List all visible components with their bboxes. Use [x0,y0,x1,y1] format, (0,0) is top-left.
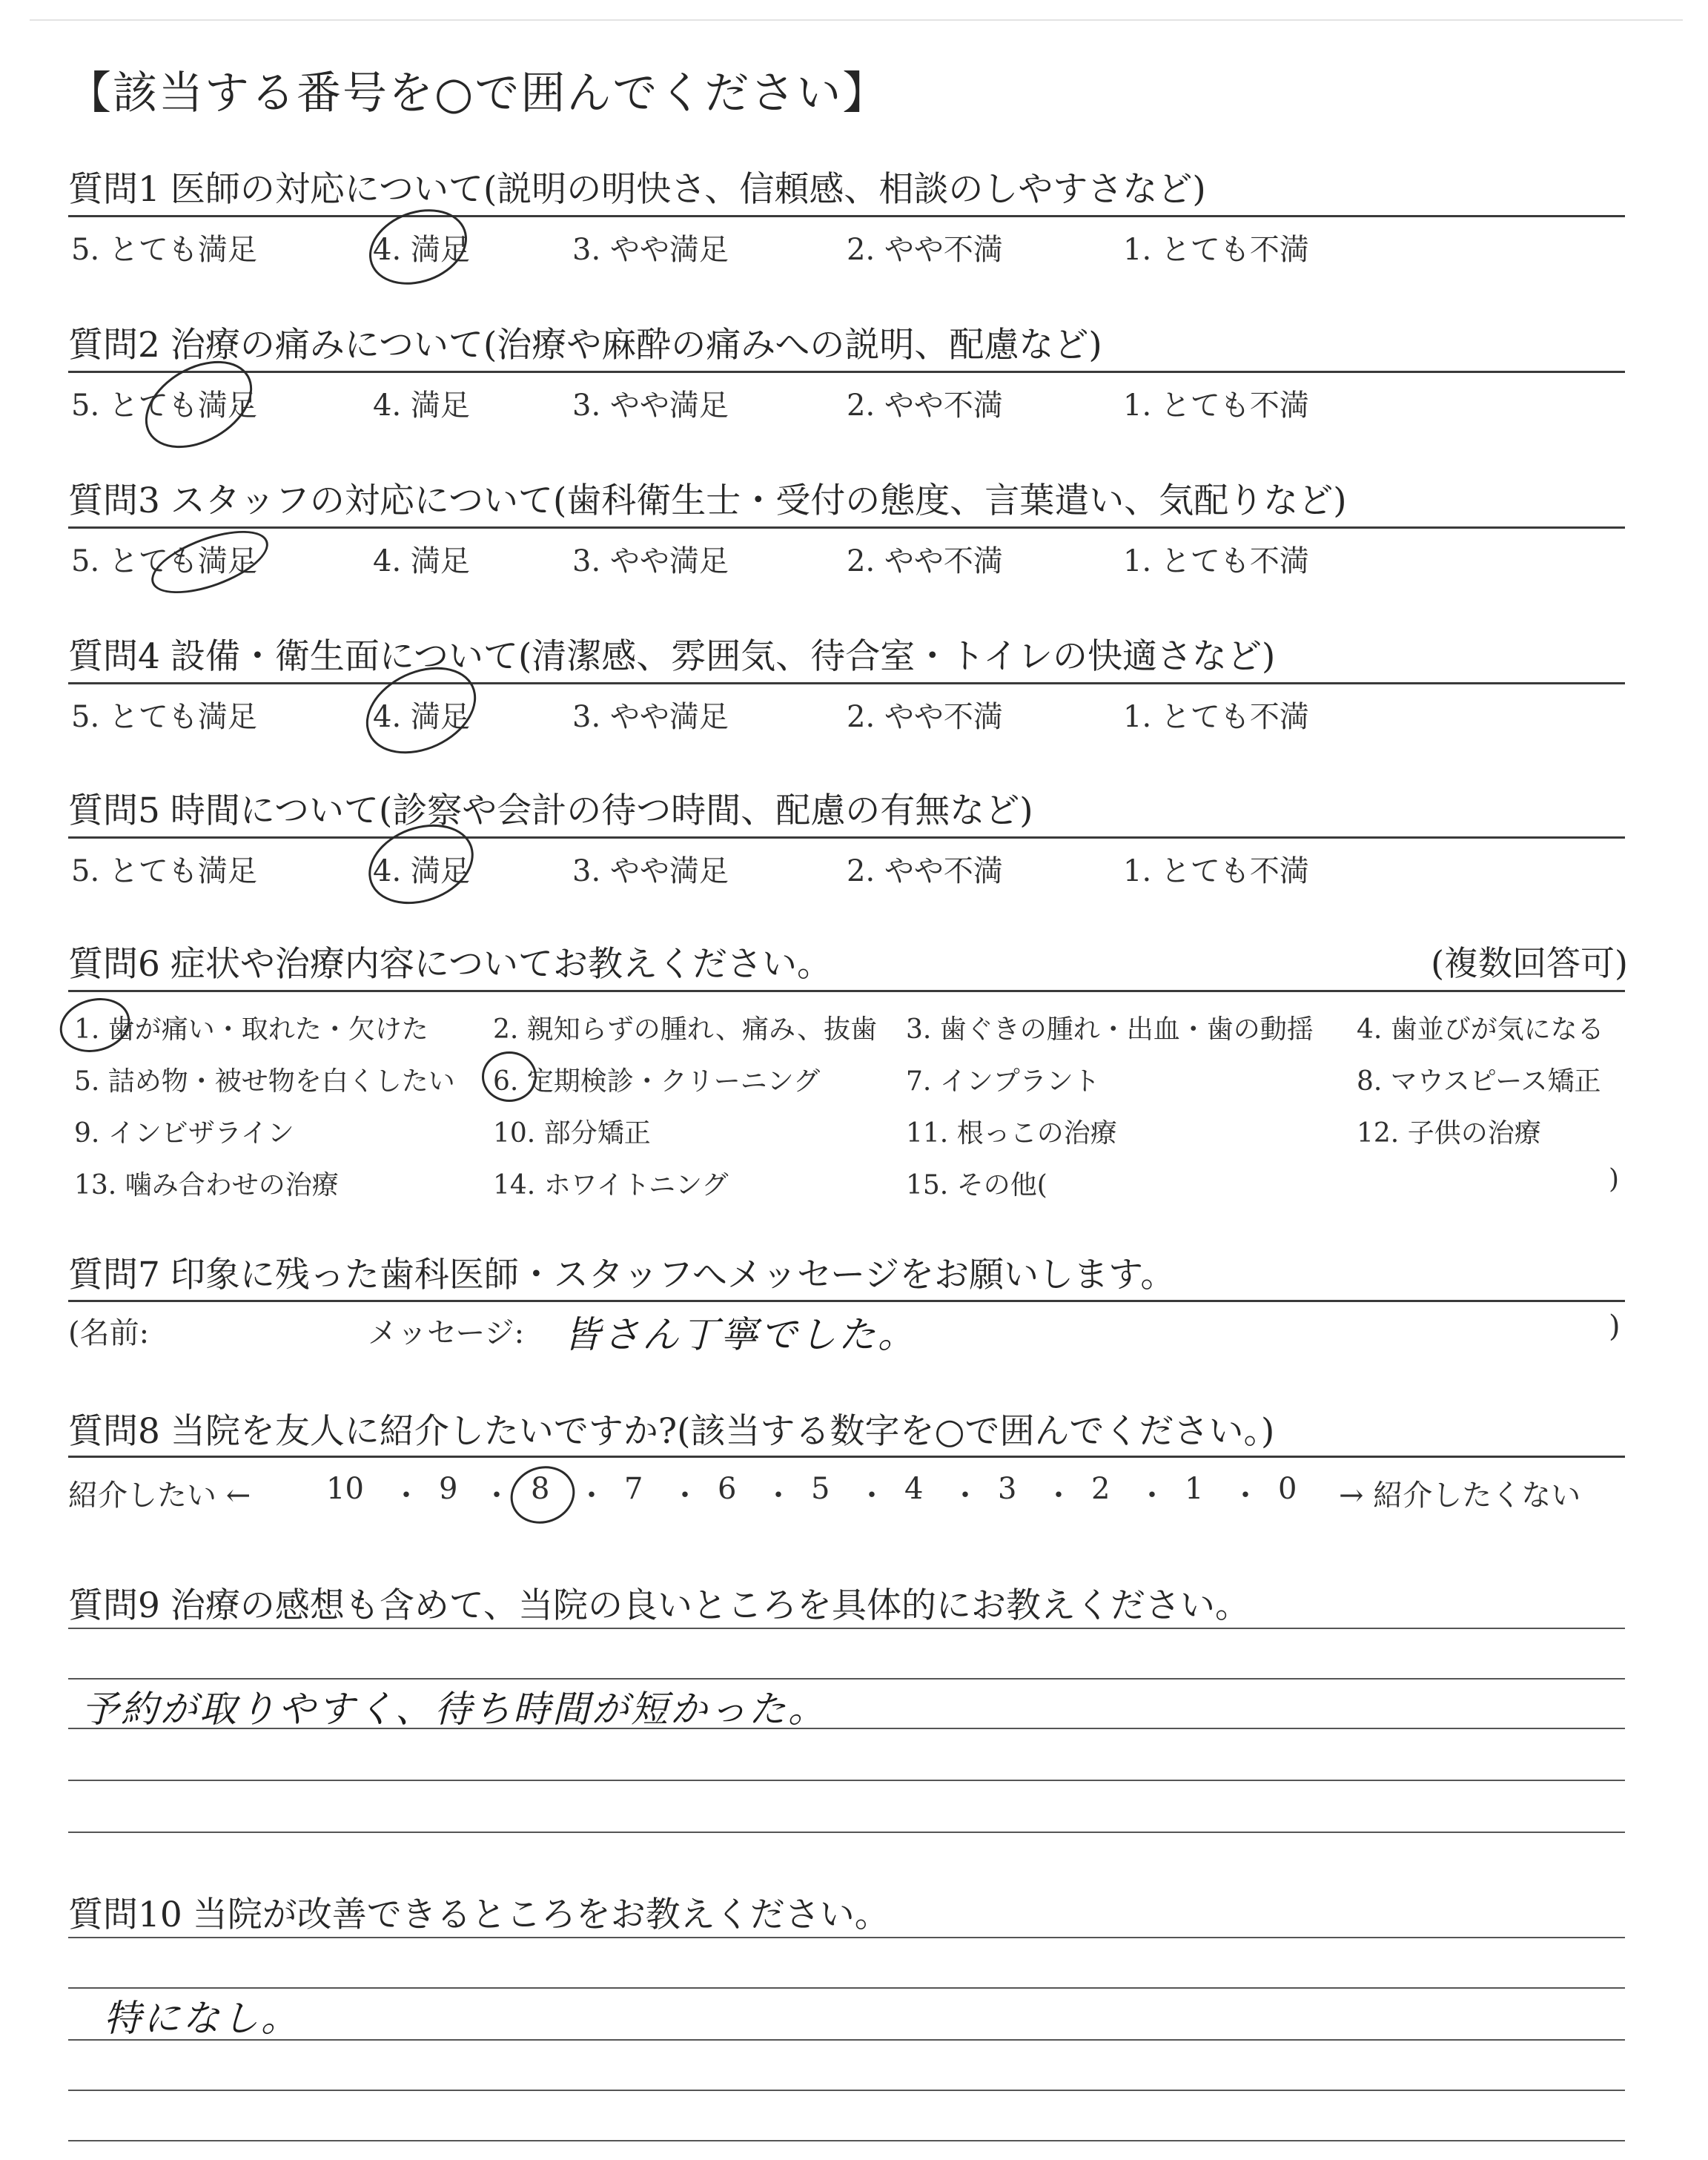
answer-line [68,1832,1625,1833]
scale-dot: ・ [577,1479,606,1513]
scale-5[interactable]: 5 [811,1472,830,1506]
question-rule [68,990,1625,992]
symptom-option-13[interactable]: 13. 噛み合わせの治療 [74,1170,339,1200]
good-points-answer[interactable]: 予約が取りやすく、待ち時間が短かった。 [82,1688,827,1731]
option-5[interactable]: 5. とても満足 [71,700,257,734]
question-text: 治療の痛みについて(治療や麻酔の痛みへの説明、配慮など) [170,325,1102,366]
question-2 [68,317,1102,367]
option-5[interactable]: 5. とても満足 [71,233,257,267]
other-close-paren: ) [1609,1164,1620,1195]
question-number: 質問5 [68,790,160,831]
scale-dot: ・ [391,1479,421,1513]
selection-circle-q8 [503,1457,583,1533]
question-rule [68,1300,1625,1302]
symptom-option-11[interactable]: 11. 根っこの治療 [906,1118,1117,1149]
question-text: 設備・衛生面について(清潔感、雰囲気、待合室・トイレの快適さなど) [170,636,1276,677]
symptom-option-1[interactable]: 1. 歯が痛い・取れた・欠けた [74,1014,428,1045]
answer-line [68,1628,1625,1629]
option-3[interactable]: 3. やや満足 [572,233,729,267]
scale-dot: ・ [1137,1479,1167,1513]
answer-line [68,2090,1625,2091]
message-close-paren: ) [1609,1309,1621,1344]
option-1[interactable]: 1. とても不満 [1123,389,1309,423]
symptom-option-4[interactable]: 4. 歯並びが気になる [1357,1014,1604,1045]
scale-dot: ・ [670,1479,700,1513]
scale-dot: ・ [482,1479,512,1513]
symptom-option-14[interactable]: 14. ホワイトニング [493,1170,729,1200]
option-2[interactable]: 2. やや不満 [847,854,1003,888]
scale-3[interactable]: 3 [998,1472,1017,1506]
page-top-border [30,19,1683,21]
question-text: 当院を友人に紹介したいですか?(該当する数字を○で囲んでください。) [170,1411,1275,1452]
scale-dot: ・ [950,1479,980,1513]
question-rule [68,215,1625,217]
symptom-option-8[interactable]: 8. マウスピース矯正 [1357,1066,1601,1097]
option-3[interactable]: 3. やや満足 [572,389,729,423]
message-answer[interactable]: 皆さん丁寧でした。 [563,1313,917,1356]
question-3 [68,473,1347,523]
question-number: 質問10 [68,1895,182,1935]
answer-line [68,1780,1625,1781]
symptom-option-2[interactable]: 2. 親知らずの腫れ、痛み、抜歯 [493,1014,878,1045]
symptom-option-9[interactable]: 9. インビザライン [74,1118,294,1149]
question-1 [68,162,1206,211]
improvement-answer[interactable]: 特になし。 [104,1997,300,2040]
symptom-option-7[interactable]: 7. インプラント [906,1066,1100,1097]
question-rule [68,836,1625,839]
option-4[interactable]: 4. 満足 [373,389,470,423]
question-9 [68,1578,1250,1628]
scale-4[interactable]: 4 [904,1472,924,1506]
selection-circle-q6-1 [53,991,136,1060]
option-4[interactable]: 4. 満足 [373,544,470,578]
option-1[interactable]: 1. とても不満 [1123,700,1309,734]
scale-1[interactable]: 1 [1185,1472,1204,1506]
option-3[interactable]: 3. やや満足 [572,544,729,578]
option-1[interactable]: 1. とても不満 [1123,854,1309,888]
option-5[interactable]: 5. とても満足 [71,544,257,578]
symptom-option-3[interactable]: 3. 歯ぐきの腫れ・出血・歯の動揺 [906,1014,1314,1045]
question-text: 症状や治療内容についてお教えください。 [170,944,832,985]
question-number: 質問3 [68,480,160,521]
symptom-option-12[interactable]: 12. 子供の治療 [1357,1118,1541,1149]
answer-line [68,2039,1625,2041]
scale-6[interactable]: 6 [718,1472,737,1506]
question-number: 質問1 [68,169,160,210]
scale-7[interactable]: 7 [624,1472,643,1506]
multiple-answers-note: (複数回答可) [1431,943,1628,983]
message-label: メッセージ: [368,1316,525,1350]
symptom-option-10[interactable]: 10. 部分矯正 [493,1118,651,1149]
option-3[interactable]: 3. やや満足 [572,854,729,888]
question-rule [68,1456,1625,1458]
question-text: 印象に残った歯科医師・スタッフへメッセージをお願いします。 [170,1255,1176,1295]
question-rule [68,371,1625,373]
option-2[interactable]: 2. やや不満 [847,389,1003,423]
question-text: 医師の対応について(説明の明快さ、信頼感、相談のしやすさなど) [170,169,1206,210]
question-text: 治療の感想も含めて、当院の良いところを具体的にお教えください。 [170,1585,1250,1626]
scale-2[interactable]: 2 [1091,1472,1110,1506]
answer-line [68,1987,1625,1989]
scale-dot: ・ [857,1479,887,1513]
option-3[interactable]: 3. やや満足 [572,700,729,734]
option-4[interactable]: 4. 満足 [373,233,470,267]
answer-line [68,1728,1625,1729]
page-title: 【該当する番号を○で囲んでください】 [67,67,889,119]
scale-8[interactable]: 8 [531,1472,550,1506]
selection-circle-q1 [359,196,478,298]
scale-left-label: 紹介したい ← [68,1479,251,1513]
question-rule [68,526,1625,529]
question-number: 質問8 [68,1411,160,1452]
question-text: 時間について(診察や会計の待つ時間、配慮の有無など) [170,790,1033,831]
symptom-option-5[interactable]: 5. 詰め物・被せ物を白くしたい [74,1066,455,1097]
scale-10[interactable]: 10 [326,1472,364,1506]
answer-line [68,2140,1625,2141]
question-10 [68,1887,890,1937]
scale-9[interactable]: 9 [439,1472,458,1506]
option-5[interactable]: 5. とても満足 [71,389,257,423]
option-5[interactable]: 5. とても満足 [71,854,257,888]
scale-dot: ・ [764,1479,793,1513]
answer-line [68,1937,1625,1938]
option-4[interactable]: 4. 満足 [373,700,470,734]
option-2[interactable]: 2. やや不満 [847,544,1003,578]
scale-0[interactable]: 0 [1278,1472,1297,1506]
question-number: 質問2 [68,325,160,366]
selection-circle-q3 [144,518,277,607]
option-1[interactable]: 1. とても不満 [1123,544,1309,578]
name-label: (名前: [68,1316,150,1350]
question-7 [68,1247,1175,1297]
scale-dot: ・ [1231,1479,1260,1513]
option-2[interactable]: 2. やや不満 [847,700,1003,734]
question-8 [68,1404,1274,1453]
question-text: 当院が改善できるところをお教えください。 [192,1895,890,1935]
question-5 [68,783,1033,833]
option-2[interactable]: 2. やや不満 [847,233,1003,267]
scale-right-label: → 紹介したくない [1339,1479,1581,1513]
question-text: スタッフの対応について(歯科衛生士・受付の態度、言葉遣い、気配りなど) [170,480,1347,521]
symptom-option-6[interactable]: 6. 定期検診・クリーニング [493,1066,821,1097]
question-rule [68,682,1625,684]
question-6 [68,937,832,986]
question-number: 質問7 [68,1255,160,1295]
question-number: 質問9 [68,1585,160,1626]
question-number: 質問4 [68,636,160,677]
option-1[interactable]: 1. とても不満 [1123,233,1309,267]
question-4 [68,629,1275,678]
option-4[interactable]: 4. 満足 [373,854,470,888]
scale-dot: ・ [1044,1479,1073,1513]
selection-circle-q6-6 [482,1051,537,1102]
symptom-option-15[interactable]: 15. その他( [906,1170,1047,1200]
question-number: 質問6 [68,944,160,985]
